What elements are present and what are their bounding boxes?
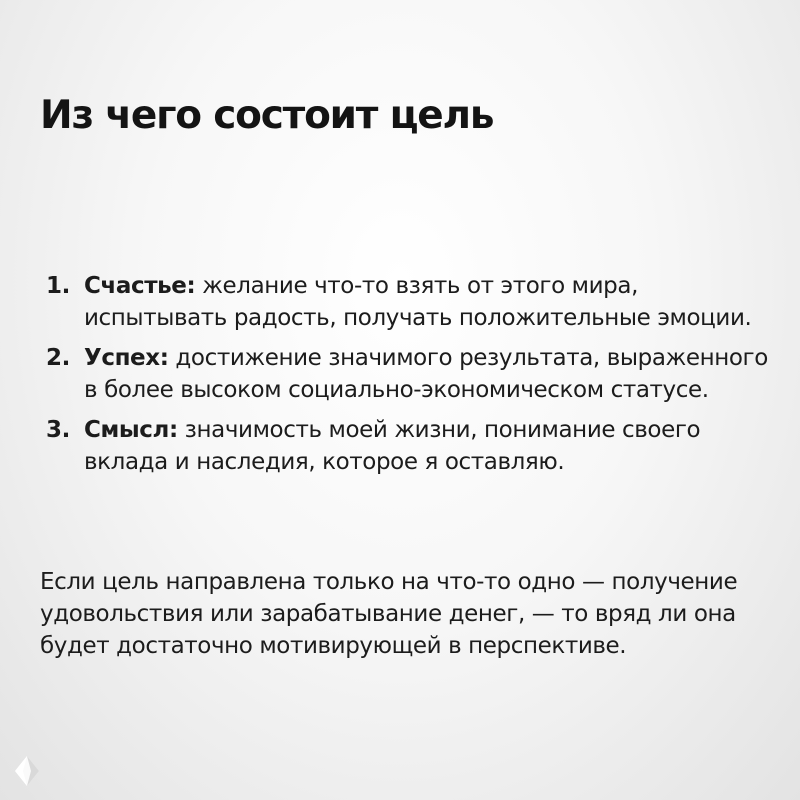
list-item-success bbox=[46, 342, 781, 406]
list-item-term: Успех: bbox=[84, 345, 169, 371]
list-item-number: 3. bbox=[46, 417, 70, 443]
list-item-description: желание что-то взять от этого мира, испытывать радость, получать положительные эмоции. bbox=[84, 273, 752, 331]
list-item-number: 2. bbox=[46, 345, 70, 371]
diamond-logo-icon bbox=[14, 755, 40, 787]
list-item-text bbox=[84, 342, 781, 406]
list-item-number: 1. bbox=[46, 273, 70, 299]
summary-paragraph: Если цель направлена только на что-то одно — получение удовольствия или зарабатывание денег, — то вряд ли она будет достаточно мотивирующей в перспективе. bbox=[40, 569, 738, 659]
list-item-happiness bbox=[46, 270, 781, 334]
list-item-term: Счастье: bbox=[84, 273, 196, 299]
list-item-description: достижение значимого результата, выраженного в более высоком социально-экономическом статусе. bbox=[84, 345, 768, 403]
list-item-description: значимость моей жизни, понимание своего вклада и наследия, которое я оставляю. bbox=[84, 417, 701, 475]
list-item-meaning bbox=[46, 414, 781, 478]
list-item-text bbox=[84, 270, 781, 334]
goal-components-list bbox=[46, 270, 781, 486]
list-item-text bbox=[84, 414, 781, 478]
list-item-term: Смысл: bbox=[84, 417, 178, 443]
page-title: Из чего состоит цель bbox=[40, 93, 494, 138]
